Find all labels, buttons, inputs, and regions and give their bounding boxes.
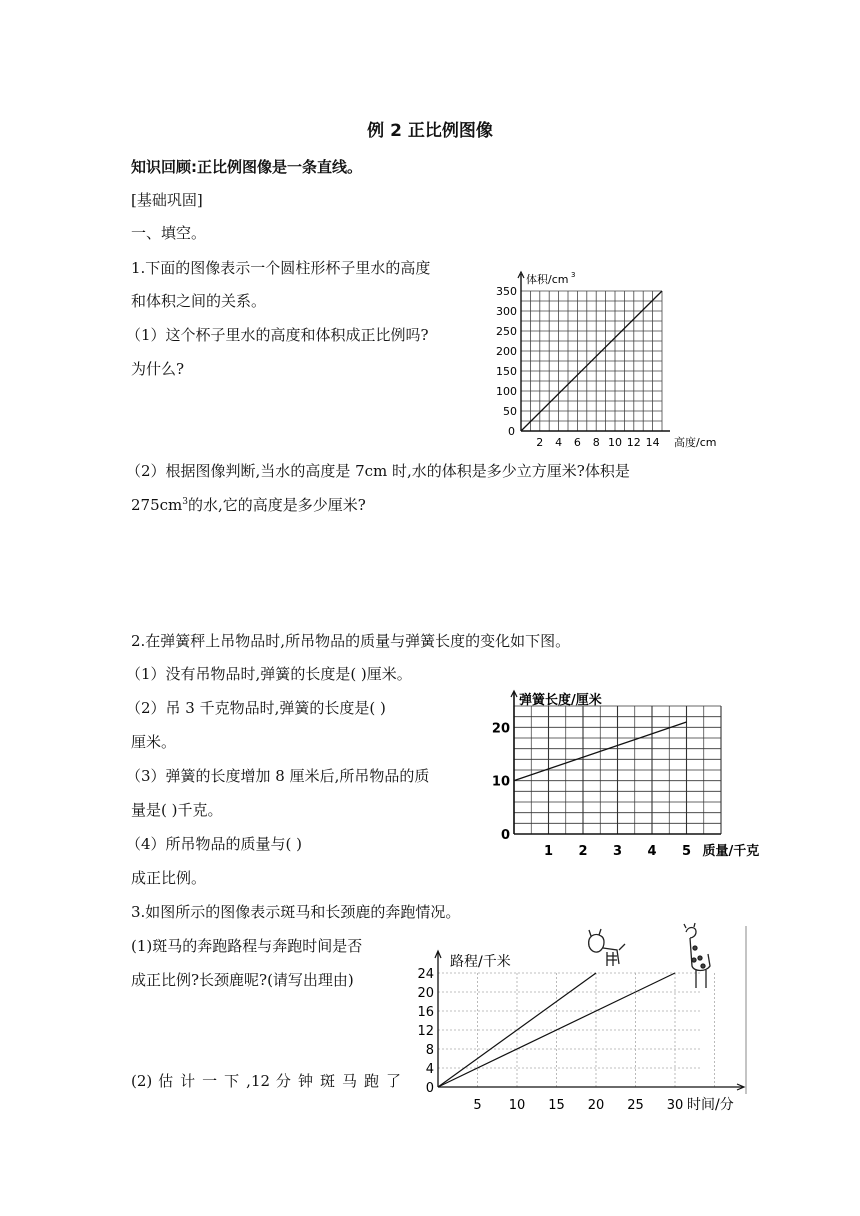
q3-sub1-line1: (1)斑马的奔跑路程与奔跑时间是否 — [131, 937, 363, 955]
q2-sub2-line2: 厘米。 — [131, 733, 177, 751]
section-heading: [基础巩固] — [131, 191, 203, 209]
x-tick-label: 5 — [473, 1098, 482, 1113]
q3-stem: 3.如图所示的图像表示斑马和长颈鹿的奔跑情况。 — [131, 903, 461, 921]
q1-sub2-line2: $275cm^3$的水,它的高度是多少厘米? — [131, 496, 366, 514]
origin-label: 0 — [508, 425, 515, 438]
q2-sub2-line1: （2）吊 3 千克物品时,弹簧的长度是( ) — [126, 699, 386, 717]
page-title: 例 2 正比例图像 — [367, 121, 493, 141]
q1-sub1-line1: （1）这个杯子里水的高度和体积成正比例吗? — [126, 326, 429, 344]
x-axis-label: 高度/cm — [674, 436, 717, 449]
y-tick-label: 4 — [425, 1062, 434, 1077]
x-tick-label: 2 — [536, 436, 544, 449]
q2-sub3-line1: （3）弹簧的长度增加 8 厘米后,所吊物品的质 — [126, 767, 430, 785]
y-tick-label: 150 — [496, 365, 517, 378]
x-tick-label: 3 — [612, 844, 623, 859]
knowledge-review: 知识回顾:正比例图像是一条直线。 — [131, 158, 363, 176]
y-tick-label: 350 — [496, 285, 517, 298]
y-tick-label: 300 — [496, 305, 517, 318]
x-tick-label: 15 — [548, 1098, 565, 1113]
q2-sub3-line2: 量是( )千克。 — [131, 801, 223, 819]
y-tick-label: 100 — [496, 385, 517, 398]
q2-sub4-line1: （4）所吊物品的质量与( ) — [126, 835, 303, 853]
x-tick-label: 14 — [645, 436, 660, 449]
x-tick-label: 6 — [573, 436, 581, 449]
y-axis-label-sup: 3 — [571, 271, 576, 279]
q2-sub4-line2: 成正比例。 — [131, 869, 207, 887]
volume-height-chart — [490, 268, 740, 453]
origin-label: 0 — [425, 1081, 434, 1096]
y-tick-label: 20 — [491, 721, 510, 737]
x-tick-label: 10 — [508, 1098, 526, 1113]
q1-sub1-line2: 为什么? — [131, 360, 185, 378]
x-axis-label: 质量/千克 — [702, 844, 760, 859]
x-tick-label: 5 — [681, 844, 692, 859]
y-axis-label: 路程/千米 — [450, 954, 511, 970]
origin-label: 0 — [500, 828, 510, 843]
y-tick-label: 10 — [491, 774, 510, 790]
spring-length-chart — [491, 688, 783, 860]
y-tick-label: 8 — [425, 1043, 434, 1058]
y-tick-label: 24 — [417, 967, 434, 982]
y-tick-label: 200 — [496, 345, 517, 358]
x-tick-label: 10 — [608, 436, 622, 449]
giraffe-icon — [684, 923, 710, 988]
x-tick-label: 8 — [592, 436, 600, 449]
x-tick-label: 12 — [626, 436, 641, 449]
x-axis-label: 时间/分 — [687, 1097, 734, 1113]
q2-stem: 2.在弹簧秤上吊物品时,所吊物品的质量与弹簧长度的变化如下图。 — [131, 632, 571, 650]
q1-stem-line1: 1.下面的图像表示一个圆柱形杯子里水的高度 — [131, 259, 431, 277]
y-tick-label: 250 — [496, 325, 517, 338]
zebra-giraffe-chart — [405, 924, 760, 1119]
x-tick-label: 25 — [627, 1098, 644, 1113]
x-tick-label: 2 — [578, 844, 588, 859]
y-tick-label: 20 — [417, 986, 434, 1001]
x-tick-label: 4 — [555, 436, 563, 449]
x-tick-label: 4 — [647, 844, 657, 859]
q3-sub2-line1: (2) 估 计 一 下 ,12 分 钟 斑 马 跑 了 — [131, 1072, 401, 1090]
x-tick-label: 30 — [666, 1098, 684, 1113]
q3-sub1-line2: 成正比例?长颈鹿呢?(请写出理由) — [131, 971, 354, 989]
q2-sub1: （1）没有吊物品时,弹簧的长度是( )厘米。 — [126, 665, 412, 683]
y-tick-label: 12 — [417, 1024, 434, 1039]
y-axis-label: 体积/cm — [526, 273, 569, 286]
y-axis-label: 弹簧长度/厘米 — [519, 693, 602, 708]
y-tick-label: 50 — [503, 405, 517, 418]
q1-sub2-line1: （2）根据图像判断,当水的高度是 7cm 时,水的体积是多少立方厘米?体积是 — [126, 462, 630, 480]
q1-stem-line2: 和体积之间的关系。 — [131, 292, 267, 310]
part-heading: 一、填空。 — [131, 224, 207, 242]
x-tick-label: 20 — [587, 1098, 605, 1113]
y-tick-label: 16 — [417, 1005, 434, 1020]
zebra-icon — [589, 929, 625, 966]
x-tick-label: 1 — [543, 844, 554, 859]
